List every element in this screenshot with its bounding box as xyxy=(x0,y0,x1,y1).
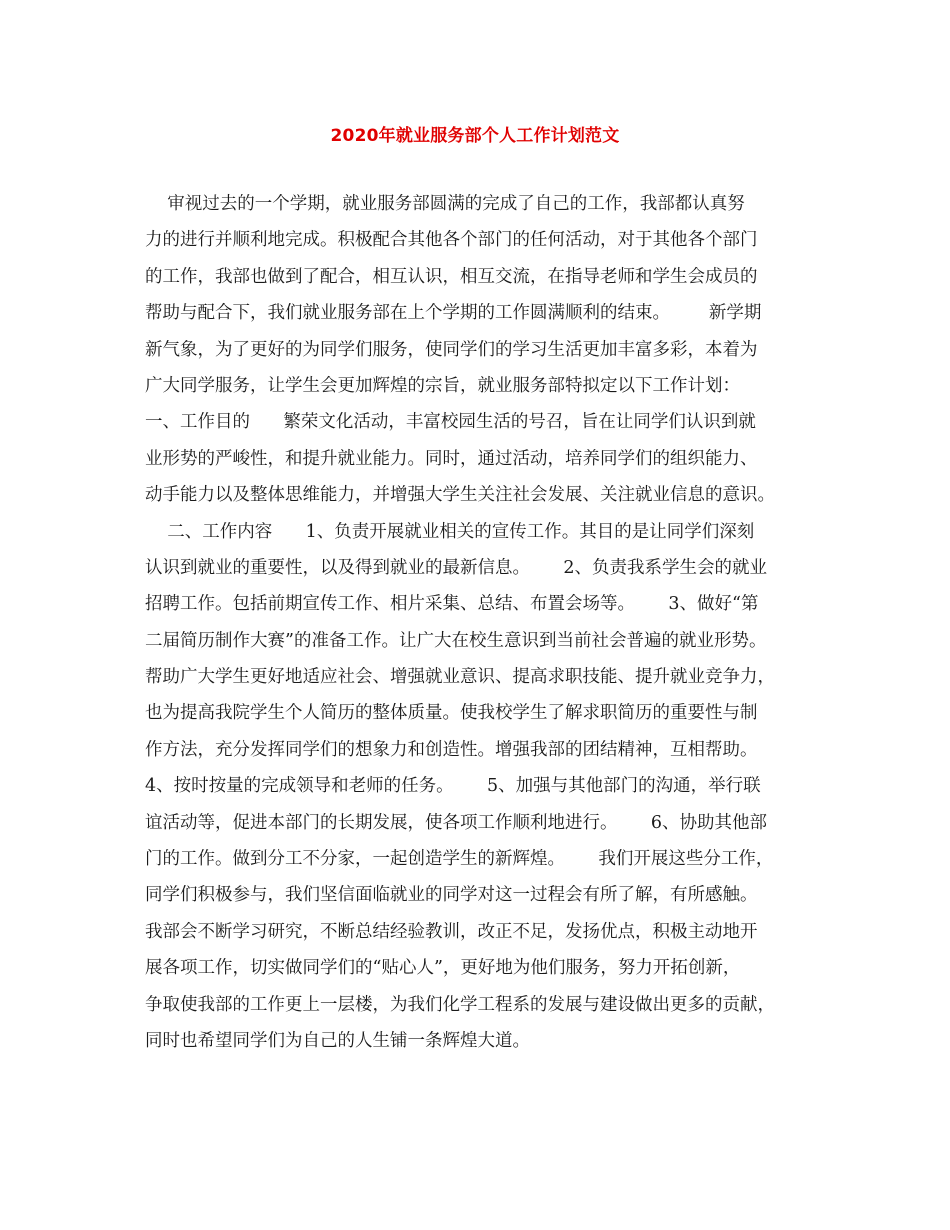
body-line: 谊活动等，促进本部门的长期发展，使各项工作顺利地进行。 6、协助其他部 xyxy=(145,812,768,833)
body-line: 力的进行并顺利地完成。积极配合其他各个部门的任何活动，对于其他各个部门 xyxy=(145,230,758,251)
body-line: 作方法，充分发挥同学们的想象力和创造性。增强我部的团结精神，互相帮助。 xyxy=(145,739,758,760)
body-line: 帮助与配合下，我们就业服务部在上个学期的工作圆满顺利的结束。 新学期 xyxy=(145,303,762,324)
body-line: 一、工作目的 繁荣文化活动，丰富校园生活的号召，旨在让同学们认识到就 xyxy=(145,412,756,433)
body-line: 新气象，为了更好的为同学们服务，使同学们的学习生活更加丰富多彩，本着为 xyxy=(145,339,758,360)
body-line: 4、按时按量的完成领导和老师的任务。 5、加强与其他部门的沟通，举行联 xyxy=(145,776,761,797)
body-line: 二、工作内容 1、负责开展就业相关的宣传工作。其目的是让同学们深刻 xyxy=(145,521,755,542)
body-line: 我部会不断学习研究，不断总结经验教训，改正不足，发扬优点，积极主动地开 xyxy=(145,921,758,942)
body-line: 认识到就业的重要性，以及得到就业的最新信息。 2、负责我系学生会的就业 xyxy=(145,557,768,578)
body-line: 也为提高我院学生个人简历的整体质量。使我校学生了解求职简历的重要性与制 xyxy=(145,703,758,724)
body-line: 门的工作。做到分工不分家，一起创造学生的新辉煌。 我们开展这些分工作， xyxy=(145,849,774,870)
body-line: 的工作，我部也做到了配合，相互认识，相互交流，在指导老师和学生会成员的 xyxy=(145,266,758,287)
body-line: 二届简历制作大赛”的准备工作。让广大在校生意识到当前社会普遍的就业形势。 xyxy=(145,630,767,651)
body-line: 争取使我部的工作更上一层楼，为我们化学工程系的发展与建设做出更多的贡献， xyxy=(145,994,775,1015)
document-body xyxy=(145,186,815,1059)
body-line: 审视过去的一个学期，就业服务部圆满的完成了自己的工作，我部都认真努 xyxy=(145,194,745,214)
body-line: 招聘工作。包括前期宣传工作、相片采集、总结、布置会场等。 3、做好“第 xyxy=(145,594,759,615)
body-line: 帮助广大学生更好地适应社会、增强就业意识、提高求职技能、提升就业竞争力， xyxy=(145,667,775,688)
body-line: 业形势的严峻性，和提升就业能力。同时，通过活动，培养同学们的组织能力、 xyxy=(145,448,758,469)
body-line: 展各项工作，切实做同学们的“贴心人”，更好地为他们服务，努力开拓创新， xyxy=(145,958,741,979)
body-line: 广大同学服务，让学生会更加辉煌的宗旨，就业服务部特拟定以下工作计划： xyxy=(145,375,740,396)
document-title: 2020年就业服务部个人工作计划范文 xyxy=(330,126,620,146)
body-line: 动手能力以及整体思维能力，并增强大学生关注社会发展、关注就业信息的意识。 xyxy=(145,485,775,506)
body-line: 同时也希望同学们为自己的人生铺一条辉煌大道。 xyxy=(145,1030,530,1051)
body-line: 同学们积极参与，我们坚信面临就业的同学对这一过程会有所了解，有所感触。 xyxy=(145,885,758,906)
